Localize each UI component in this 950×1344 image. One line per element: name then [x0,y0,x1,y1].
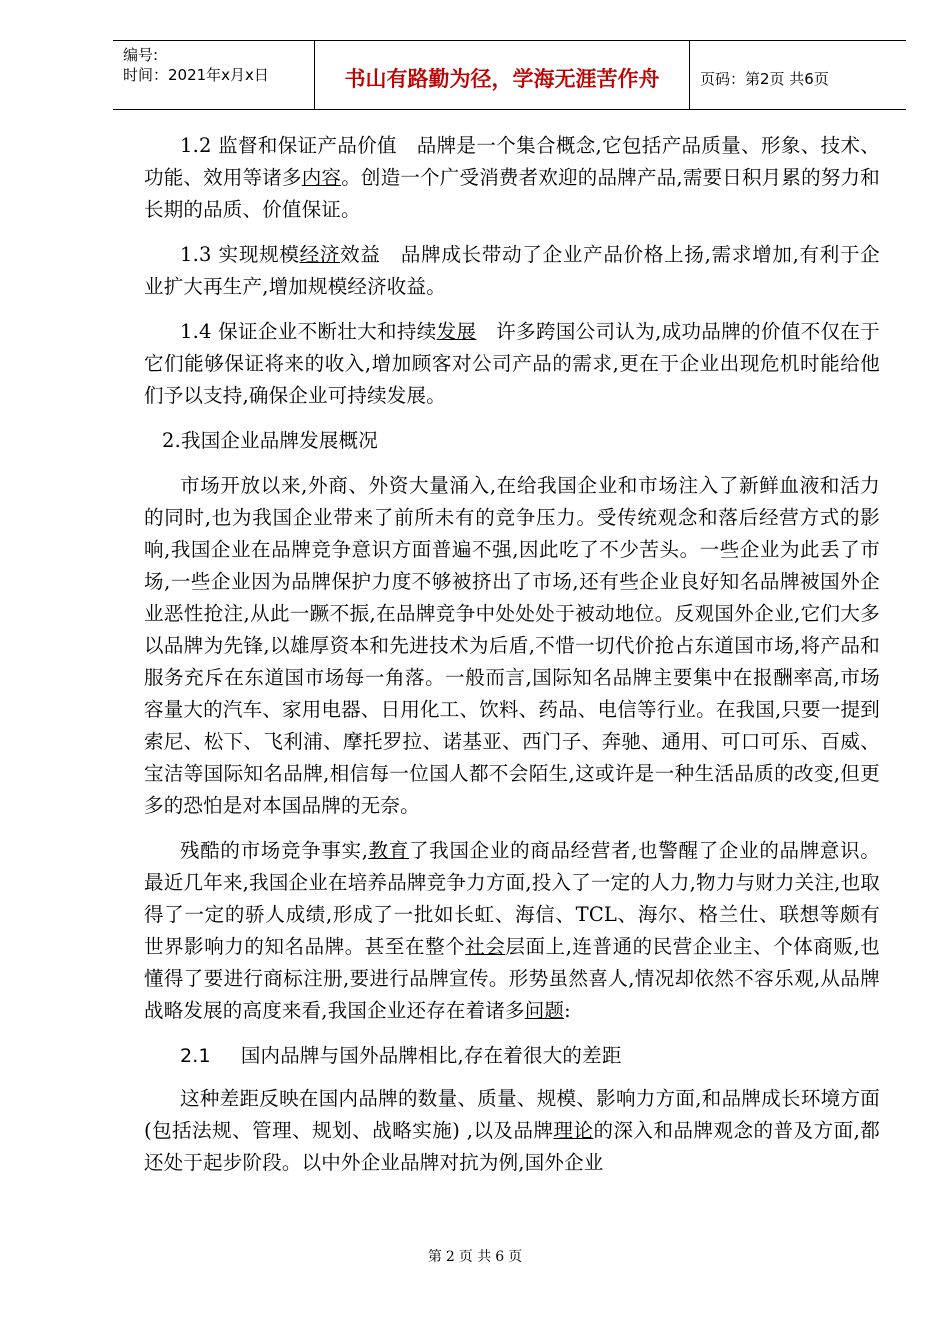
link-theory[interactable]: 理论 [553,1119,594,1142]
paragraph-1-4: 1.4 保证企业不断壮大和持续发展 许多跨国公司认为,成功品牌的价值不仅在于它们能够保证将来的收入,增加顾客对公司产品的需求,更在于企业出现危机时能给他们予以支持,确保企业可持续发展。 [144,320,880,407]
section-2-1-number: 2.1 [180,1045,211,1067]
link-education[interactable]: 教育 [368,839,410,862]
header-motto: 书山有路勤为径，学海无涯苦作舟 [315,41,690,109]
paragraph-competition: 残酷的市场竞争事实,教育了我国企业的商品经营者,也警醒了企业的品牌意识。最近几年来,我国企业在培养品牌竞争力方面,投入了一定的人力,物力与财力关注,也取得了一定的骄人成绩,形成了一批如长虹、海信、TCL、海尔、格兰仕、联想等颇有世界影响力的知名品牌。甚至在整个社会层面上,连普通的民营企业主、个体商贩,也懂得了要进行商标注册,要进行品牌宣传。形势虽然喜人,情况却依然不容乐观,从品牌战略发展的高度来看,我国企业还存在着诸多问题: [144,839,881,1022]
header-page-label: 页码：第2页 共6页 [700,69,829,88]
heading-1-2: 1.2 监督和保证产品价值 [180,134,397,157]
header-meta [113,41,315,109]
time-label: 时间：2021年x月x日 [123,66,269,84]
page-header [113,40,906,110]
footer-page-number: 2 [445,1249,455,1265]
link-society[interactable]: 社会 [465,935,506,958]
paragraph-1-3: 1.3 实现规模经济效益 品牌成长带动了企业产品价格上扬,需求增加,有利于企业扩大再生产,增加规模经济收益。 [144,243,881,298]
link-problems[interactable]: 问题 [524,999,565,1022]
number-label: 编号: [123,46,159,64]
document-body [144,130,880,1179]
heading-1-3: 1.3 实现规模经济效益 [180,243,381,266]
section-2-1-title: 国内品牌与国外品牌相比,存在着很大的差距 [240,1044,622,1067]
link-economy[interactable]: 经济 [299,243,341,266]
section-2-title: 2.我国企业品牌发展概况 [162,429,379,452]
paragraph-gap: 这种差距反映在国内品牌的数量、质量、规模、影响力方面,和品牌成长环境方面(包括法规、管理、规划、战略实施) ,以及品牌理论的深入和品牌观念的普及方面,都还处于起步阶段。以中外企业品牌对抗为例,国外企业 [144,1087,880,1174]
paragraph-market: 市场开放以来,外商、外资大量涌入,在给我国企业和市场注入了新鲜血液和活力的同时,也为我国企业带来了前所未有的竞争压力。受传统观念和落后经营方式的影响,我国企业在品牌竞争意识方面普遍不强,因此吃了不少苦头。一些企业为此丢了市场,一些企业因为品牌保护力度不够被挤出了市场,还有些企业良好知名品牌被国外企业恶性抢注,从此一蹶不振,在品牌竞争中处处处于被动地位。反观国外企业,它们大多以品牌为先锋,以雄厚资本和先进技术为后盾,不惜一切代价抢占东道国市场,将产品和服务充斥在东道国市场每一角落。一般而言,国际知名品牌主要集中在报酬率高,市场容量大的汽车、家用电器、日用化工、饮料、药品、电信等行业。在我国,只要一提到索尼、松下、飞利浦、摩托罗拉、诺基亚、西门子、奔驰、通用、可口可乐、百威、宝洁等国际知名品牌,相信每一位国人都不会陌生,这或许是一种生活品质的改变,但更多的恐怕是对本国品牌的无奈。 [144,474,880,817]
link-development[interactable]: 发展 [436,320,477,343]
heading-1-4: 1.4 保证企业不断壮大和持续发展 [180,320,477,343]
paragraph-1-2: 1.2 监督和保证产品价值 品牌是一个集合概念,它包括产品质量、形象、技术、功能、效用等诸多内容。创造一个广受消费者欢迎的品牌产品,需要日积月累的努力和长期的品质、价值保证。 [144,134,881,221]
section-2-1-heading [144,1040,880,1072]
page-footer: 第 2 页 共 6 页 [427,1249,523,1265]
footer-total-pages: 6 [495,1249,505,1265]
link-content[interactable]: 内容 [301,166,342,189]
